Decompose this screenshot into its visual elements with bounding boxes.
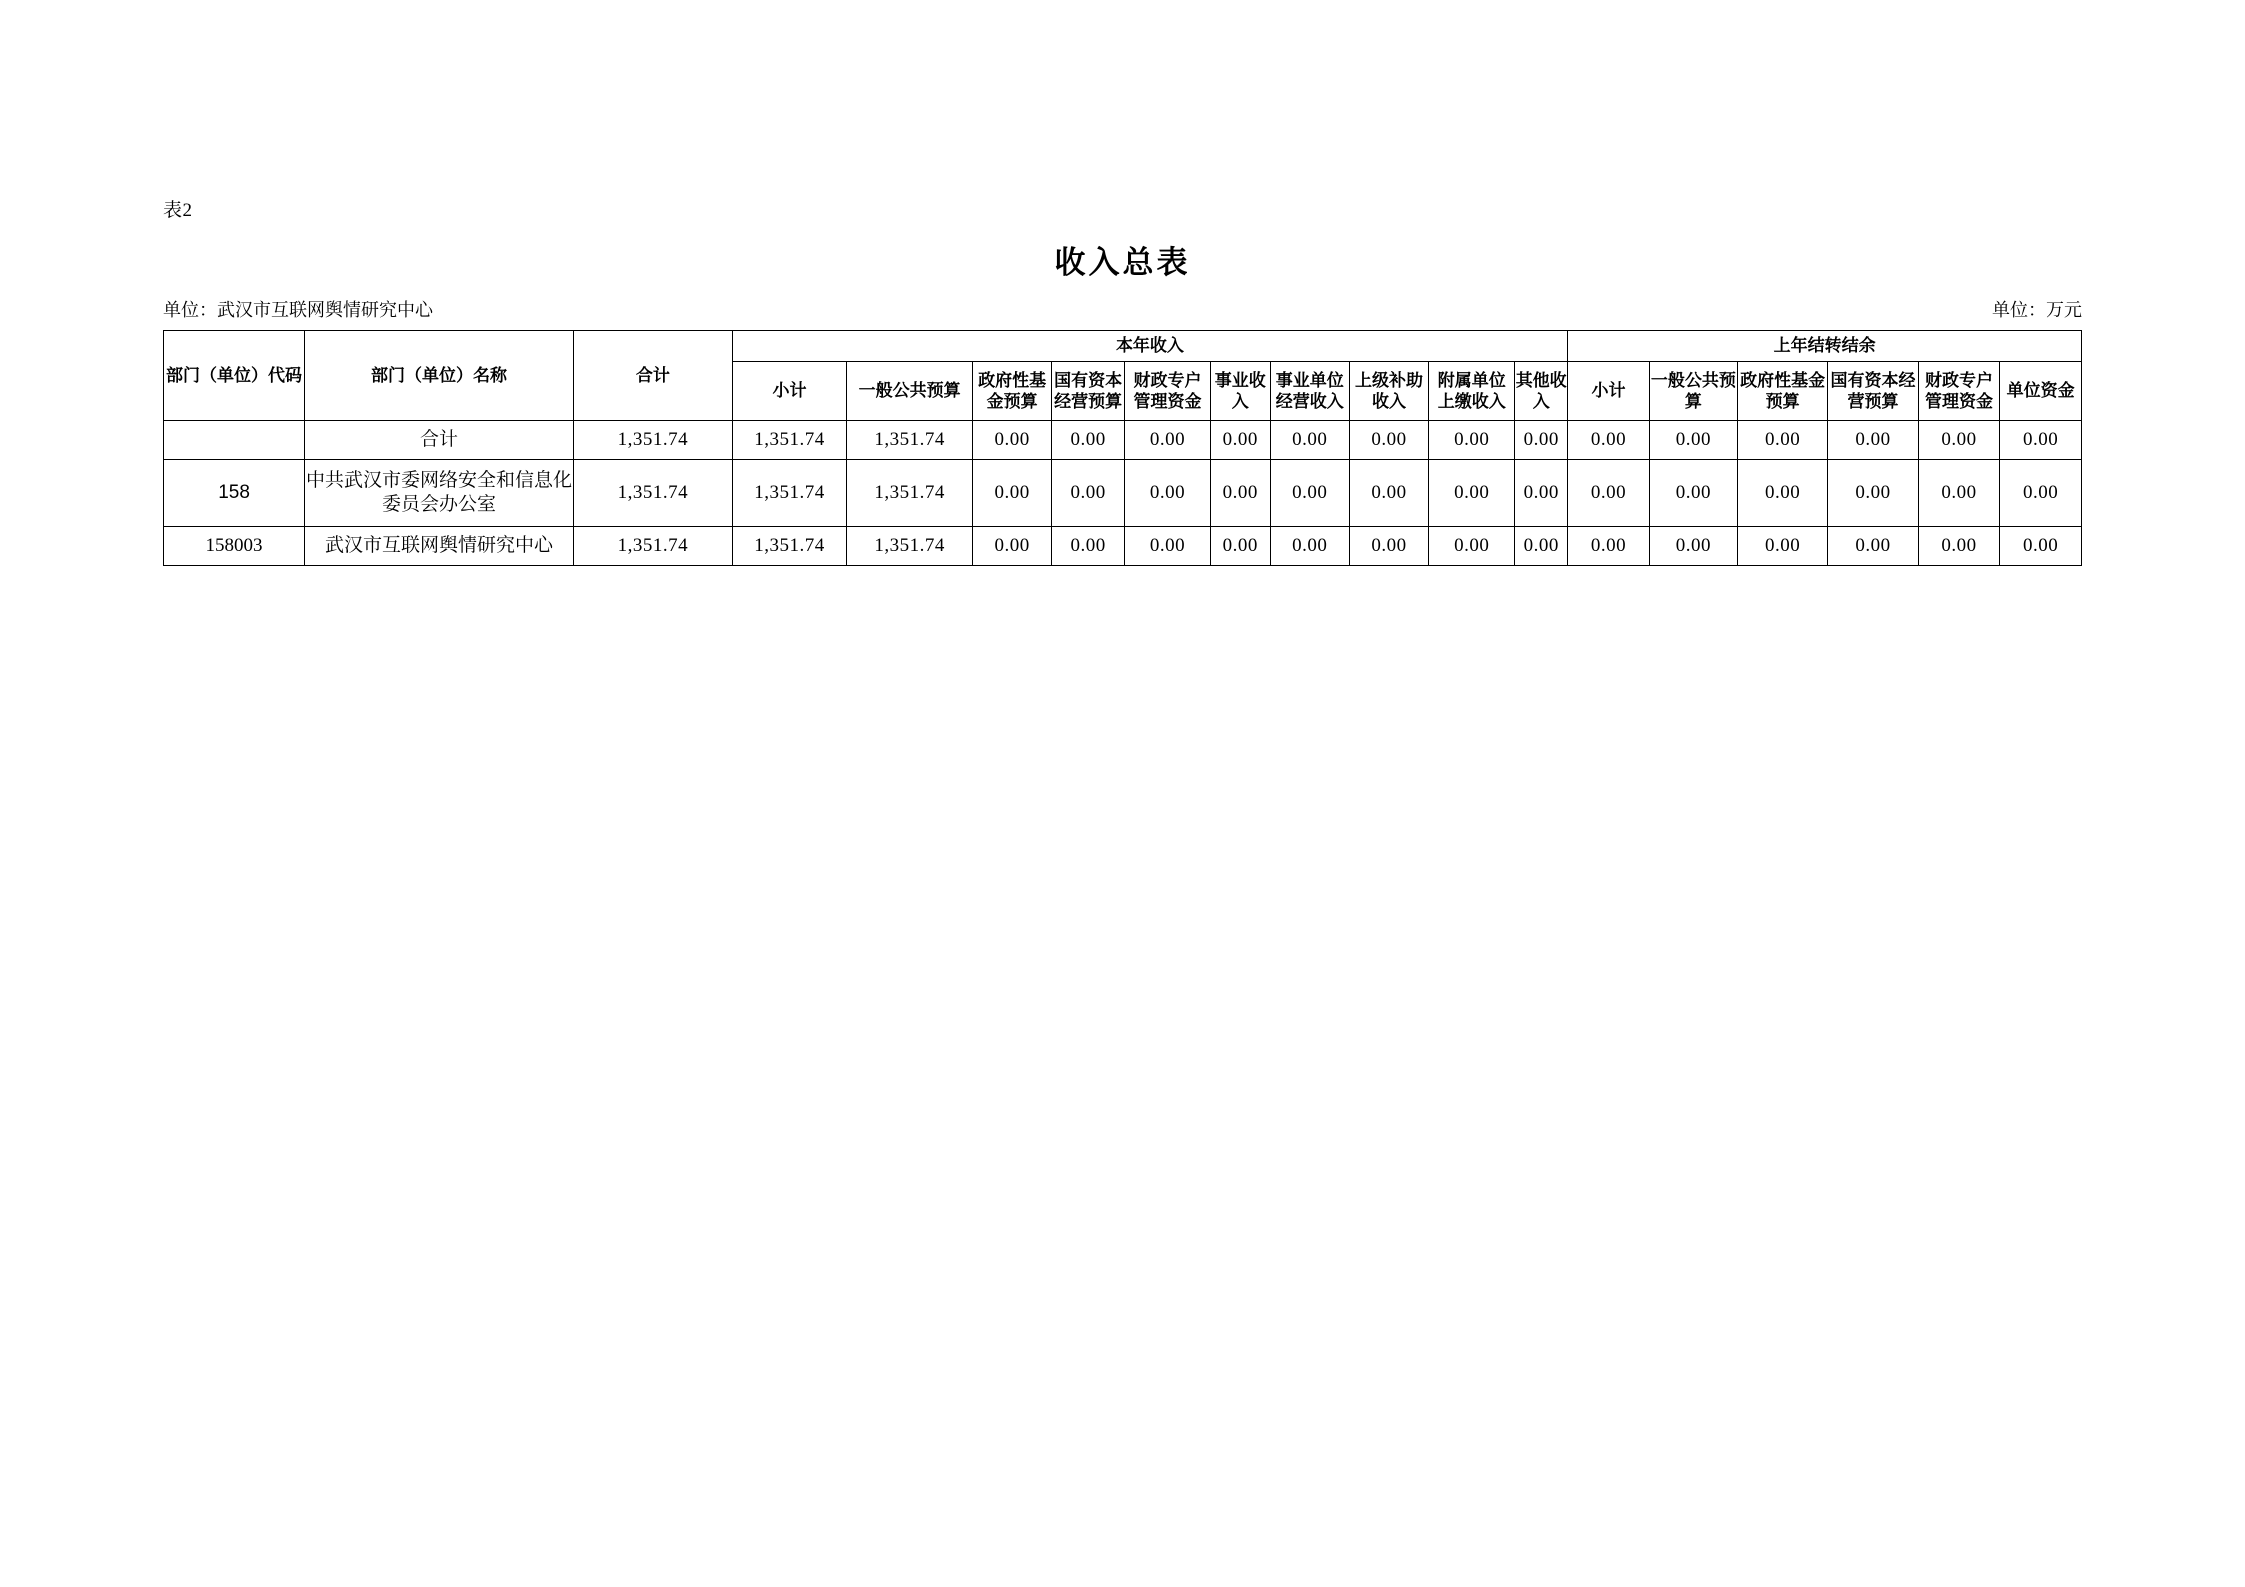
header-cy-general-public-budget: 一般公共预算 (847, 362, 973, 421)
row-cy-general-public-budget: 1,351.74 (847, 421, 973, 460)
header-co-unit-funds: 单位资金 (2000, 362, 2082, 421)
row-cy-fiscal-special-account: 0.00 (1125, 527, 1211, 566)
header-total: 合计 (574, 331, 733, 421)
row-total: 1,351.74 (574, 421, 733, 460)
row-total: 1,351.74 (574, 527, 733, 566)
header-co-gov-fund-budget: 政府性基金预算 (1737, 362, 1827, 421)
row-co-state-capital-budget: 0.00 (1828, 421, 1918, 460)
row-cy-subtotal: 1,351.74 (732, 421, 847, 460)
header-cy-other-income: 其他收入 (1515, 362, 1568, 421)
page-title: 收入总表 (1054, 245, 1191, 280)
row-co-gov-fund-budget: 0.00 (1737, 460, 1827, 527)
row-cy-other-income: 0.00 (1515, 421, 1568, 460)
row-cy-superior-subsidy-income: 0.00 (1349, 460, 1428, 527)
row-code: 158 (164, 460, 305, 527)
row-co-unit-funds: 0.00 (2000, 460, 2082, 527)
table-row (164, 527, 2082, 566)
row-cy-institution-operating-income: 0.00 (1270, 527, 1349, 566)
row-co-general-public-budget: 0.00 (1649, 460, 1737, 527)
row-cy-subordinate-remittance-income: 0.00 (1429, 460, 1515, 527)
row-co-gov-fund-budget: 0.00 (1737, 527, 1827, 566)
header-cy-business-income: 事业收入 (1211, 362, 1271, 421)
row-cy-general-public-budget: 1,351.74 (847, 460, 973, 527)
header-dept-code: 部门（单位）代码 (164, 331, 305, 421)
table-row (164, 421, 2082, 460)
row-name: 合计 (305, 421, 574, 460)
row-cy-other-income: 0.00 (1515, 527, 1568, 566)
header-cy-institution-operating-income: 事业单位经营收入 (1270, 362, 1349, 421)
row-total: 1,351.74 (574, 460, 733, 527)
row-co-subtotal: 0.00 (1568, 421, 1650, 460)
header-co-state-capital-budget: 国有资本经营预算 (1828, 362, 1918, 421)
header-cy-gov-fund-budget: 政府性基金预算 (972, 362, 1051, 421)
row-co-general-public-budget: 0.00 (1649, 527, 1737, 566)
header-cy-superior-subsidy-income: 上级补助收入 (1349, 362, 1428, 421)
row-co-unit-funds: 0.00 (2000, 421, 2082, 460)
row-cy-other-income: 0.00 (1515, 460, 1568, 527)
row-cy-fiscal-special-account: 0.00 (1125, 421, 1211, 460)
row-co-fiscal-special-account: 0.00 (1918, 527, 2000, 566)
header-co-subtotal: 小计 (1568, 362, 1650, 421)
header-cy-subtotal: 小计 (732, 362, 847, 421)
row-code: 158003 (164, 527, 305, 566)
row-cy-business-income: 0.00 (1211, 527, 1271, 566)
row-cy-superior-subsidy-income: 0.00 (1349, 421, 1428, 460)
row-co-fiscal-special-account: 0.00 (1918, 421, 2000, 460)
row-co-unit-funds: 0.00 (2000, 527, 2082, 566)
row-cy-gov-fund-budget: 0.00 (972, 421, 1051, 460)
row-cy-subordinate-remittance-income: 0.00 (1429, 527, 1515, 566)
header-cy-fiscal-special-account: 财政专户管理资金 (1125, 362, 1211, 421)
row-cy-general-public-budget: 1,351.74 (847, 527, 973, 566)
row-cy-superior-subsidy-income: 0.00 (1349, 527, 1428, 566)
header-dept-name: 部门（单位）名称 (305, 331, 574, 421)
row-cy-business-income: 0.00 (1211, 421, 1271, 460)
unit-name-label: 单位：武汉市互联网舆情研究中心 (163, 300, 433, 320)
row-cy-subordinate-remittance-income: 0.00 (1429, 421, 1515, 460)
sheet-label: 表2 (163, 200, 193, 221)
row-cy-business-income: 0.00 (1211, 460, 1271, 527)
header-cy-subordinate-remittance-income: 附属单位上缴收入 (1429, 362, 1515, 421)
row-cy-subtotal: 1,351.74 (732, 527, 847, 566)
row-cy-gov-fund-budget: 0.00 (972, 460, 1051, 527)
row-name: 中共武汉市委网络安全和信息化委员会办公室 (305, 460, 574, 527)
row-co-subtotal: 0.00 (1568, 527, 1650, 566)
row-cy-subtotal: 1,351.74 (732, 460, 847, 527)
table-row (164, 460, 2082, 527)
amount-unit-label: 单位：万元 (1992, 300, 2082, 320)
row-cy-state-capital-budget: 0.00 (1052, 421, 1125, 460)
row-co-state-capital-budget: 0.00 (1828, 460, 1918, 527)
row-cy-fiscal-special-account: 0.00 (1125, 460, 1211, 527)
row-co-general-public-budget: 0.00 (1649, 421, 1737, 460)
row-co-fiscal-special-account: 0.00 (1918, 460, 2000, 527)
row-co-state-capital-budget: 0.00 (1828, 527, 1918, 566)
header-co-general-public-budget: 一般公共预算 (1649, 362, 1737, 421)
header-carryover-group: 上年结转结余 (1568, 331, 2082, 362)
row-cy-state-capital-budget: 0.00 (1052, 527, 1125, 566)
row-cy-institution-operating-income: 0.00 (1270, 460, 1349, 527)
row-cy-state-capital-budget: 0.00 (1052, 460, 1125, 527)
row-cy-institution-operating-income: 0.00 (1270, 421, 1349, 460)
row-name: 武汉市互联网舆情研究中心 (305, 527, 574, 566)
row-cy-gov-fund-budget: 0.00 (972, 527, 1051, 566)
header-cy-state-capital-budget: 国有资本经营预算 (1052, 362, 1125, 421)
header-current-year-group: 本年收入 (732, 331, 1567, 362)
header-co-fiscal-special-account: 财政专户管理资金 (1918, 362, 2000, 421)
row-code (164, 421, 305, 460)
income-summary-table (163, 330, 2082, 566)
row-co-gov-fund-budget: 0.00 (1737, 421, 1827, 460)
row-co-subtotal: 0.00 (1568, 460, 1650, 527)
